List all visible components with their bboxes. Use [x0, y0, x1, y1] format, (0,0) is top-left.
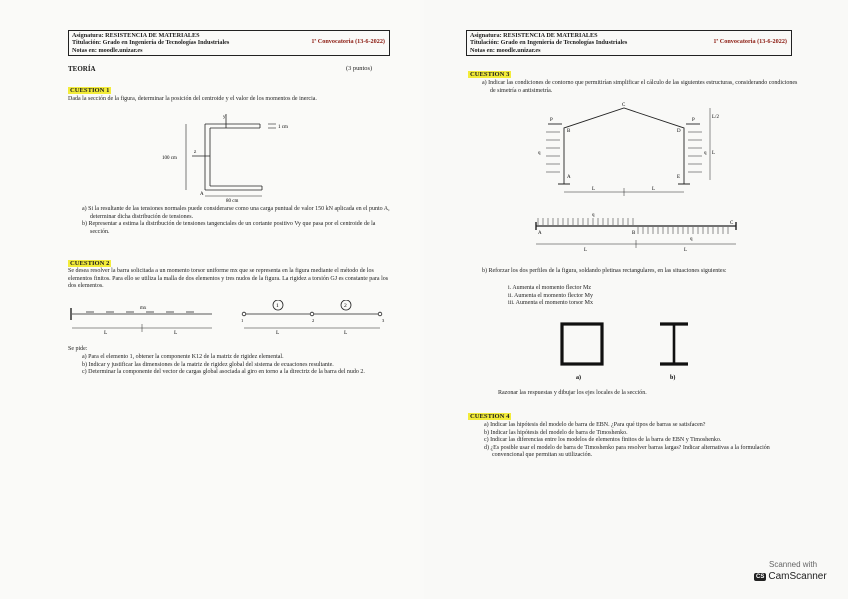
left-header-box [68, 30, 390, 56]
q3-fig1-L-b: L [652, 187, 656, 192]
camscanner-logo-icon: CS [756, 573, 765, 580]
section-title: TEORÍA [68, 65, 96, 73]
beam-load-top [538, 218, 633, 225]
q2-title-text: CUESTION 2 [70, 260, 110, 267]
q3-b-items [508, 285, 708, 308]
q3-fig1-B: B [567, 129, 571, 134]
q4-item-d: d) ¿Es posible usar el modelo de barra de Timoshenko para resolver barras largas? Indicar alternativas a la formulación convencional que permitan su utilización. [484, 444, 770, 459]
q1-fig-z-label: z [194, 150, 197, 155]
q2-fig-e1: 1 [276, 303, 279, 309]
q1-items [80, 206, 390, 236]
q3-fig1-q-left: q [538, 151, 541, 156]
q3-fig1-L-vert: L [712, 151, 716, 156]
right-header-titulacion: Titulación: Grado en Ingeniería de Tecnologías Industriales [470, 39, 628, 47]
q1-section-figure [150, 112, 300, 204]
q3-profiles-figure [552, 318, 702, 382]
q2-fig-e2: 2 [344, 303, 347, 309]
mesh-node-1 [242, 312, 246, 316]
q3-fig2-A: A [538, 231, 542, 236]
q3-title-text: CUESTION 3 [470, 71, 510, 78]
right-header-asignatura: Asignatura: RESISTENCIA DE MATERIALES [470, 32, 598, 39]
q3-fig2-q-bottom: q [690, 237, 693, 242]
q2-intro: Se desea resolver la barra solicitada a un momento torsor uniforme mx que se representa en la figura mediante el método de los elementos finitos. Para ello se utiliza la malla de dos elementos y tres nudos de la figura. La rigidez a torsión GJ es constante para los dos elementos. [68, 268, 389, 290]
q1-title [68, 79, 111, 97]
right-header-convocatoria: 1ª Convocatoria (13-6-2022) [713, 38, 787, 45]
q3-b-intro: b) Reforzar los dos perfiles de la figura, soldando pletinas rectangulares, en las situaciones siguientes: [482, 268, 727, 274]
q2-fig-n1: 1 [241, 318, 244, 323]
left-header-convocatoria: 1ª Convocatoria (13-6-2022) [311, 38, 385, 45]
q3-fig2-L-b: L [684, 248, 688, 252]
mesh-node-2 [310, 312, 314, 316]
watermark-line2: CamScanner [768, 571, 827, 582]
q3-fig1-P-right: P [692, 118, 695, 123]
q2-fig-L4: L [344, 330, 348, 336]
watermark-logo-row [754, 571, 832, 582]
q4-item-c: c) Indicar las diferencias entre los modelos de elementos finitos de la barra de EBN y Timoshenko. [484, 437, 722, 444]
q1-fig-y-label: y [223, 115, 226, 120]
q3-fig2-q-top: q [592, 213, 595, 218]
q1-intro: Dada la sección de la figura, determinar la posición del centroide y el valor de los momentos de inercia. [68, 96, 317, 102]
q1-fig-width-label: 80 cm [226, 199, 239, 204]
q3-fig2-C: C [730, 221, 734, 226]
q3-frame-figure [534, 102, 724, 198]
q3-fig1-P-left: P [550, 118, 553, 123]
mesh-node-3 [378, 312, 382, 316]
q2-pide: Se pide: [68, 346, 88, 352]
watermark-line1: Scanned with [768, 560, 818, 569]
q3-intro: a) Indicar las condiciones de contorno que permitirían simplificar el cálculo de las siguientes estructuras, considerando condiciones de simetría o antisimetría. [482, 80, 798, 94]
q2-fig-L1: L [104, 330, 108, 336]
left-header-notas: Notas en: moodle.unizar.es [72, 46, 143, 54]
q3-razonar: Razonar las respuestas y dibujar los ejes locales de la sección. [498, 390, 647, 396]
q3-fig1-C: C [622, 103, 626, 108]
q1-fig-a-label: A [200, 192, 204, 197]
left-header-asignatura: Asignatura: RESISTENCIA DE MATERIALES [72, 32, 200, 39]
q3-fig1-L2: L/2 [712, 115, 719, 120]
q2-fig-n2: 2 [312, 318, 315, 323]
right-header-box [466, 30, 792, 56]
q2-bar-figure [66, 300, 396, 340]
q1-item-a: a) Si la resultante de las tensiones normales puede considerarse como una carga puntual de valor 150 kN aplicada en el punto A, determinar dicha distribución de tensiones. [82, 206, 390, 220]
q2-item-b: b) Indicar y justificar las dimensiones de la matriz de rigidez global del sistema de ecuaciones resultante. [82, 361, 334, 368]
q3-fig1-E: E [677, 175, 681, 180]
q2-item-a: a) Para el elemento 1, obtener la componente K12 de la matriz de rigidez elemental. [82, 354, 284, 360]
q-load-left [546, 132, 560, 172]
q3-profile-b-label: b) [670, 375, 676, 381]
q4-item-b: b) Indicar las hipótesis del modelo de barra de Timoshenko. [484, 429, 628, 436]
q1-item-b: b) Representar a estima la distribución de tensiones tangenciales de un cortante positivo Vy que pasa por el centroide de la sección. [82, 221, 376, 235]
q2-fig-n3: 3 [382, 318, 385, 323]
q3-b-item-iii: iii. Aumenta el momento torsor Mx [508, 300, 593, 307]
q1-fig-thickness-label: 1 cm [278, 125, 288, 130]
q3-beam-figure [530, 210, 752, 252]
camscanner-watermark [754, 560, 832, 590]
right-header-notas: Notas en: moodle.unizar.es [470, 46, 541, 54]
frame-outline [564, 108, 684, 180]
q4-items [482, 422, 798, 460]
q1-fig-height-label: 100 cm [162, 156, 177, 161]
q2-fig-mx: mx [140, 306, 147, 311]
section-points: (3 puntos) [346, 65, 373, 72]
q3-profile-a-label: a) [576, 375, 581, 381]
q4-item-a: a) Indicar las hipótesis del modelo de barra de EBN. ¿Para qué tipos de barras se satisfacen? [484, 422, 706, 428]
q3-fig1-A: A [567, 175, 571, 180]
q-load-right [688, 132, 702, 172]
q3-fig2-B: B [632, 231, 636, 236]
q3-title [468, 63, 511, 81]
q3-fig1-q-right: q [704, 151, 707, 156]
q2-items [80, 354, 390, 377]
q1-title-text: CUESTION 1 [70, 87, 110, 94]
q2-fig-L2: L [174, 330, 178, 336]
q3-fig2-L-a: L [584, 248, 588, 252]
q3-fig1-L-a: L [592, 187, 596, 192]
square-tube-profile [562, 324, 602, 364]
beam-load-bottom [638, 227, 728, 234]
q2-item-c: c) Determinar la componente del vector de cargas global asociada al giro en torno a la directriz de la barra del nudo 2. [82, 369, 365, 376]
right-page [424, 0, 848, 599]
q3-b-item-ii: ii. Aumenta el momento flector My [508, 292, 593, 299]
q2-fig-L3: L [276, 330, 280, 336]
q4-title-text: CUESTION 4 [470, 413, 510, 420]
left-header-titulacion: Titulación: Grado en Ingeniería de Tecnologías Industriales [72, 39, 230, 47]
q4-title [468, 405, 511, 423]
q3-fig1-D: D [677, 129, 681, 134]
q3-b-item-i: i. Aumenta el momento flector Mz [508, 285, 591, 291]
